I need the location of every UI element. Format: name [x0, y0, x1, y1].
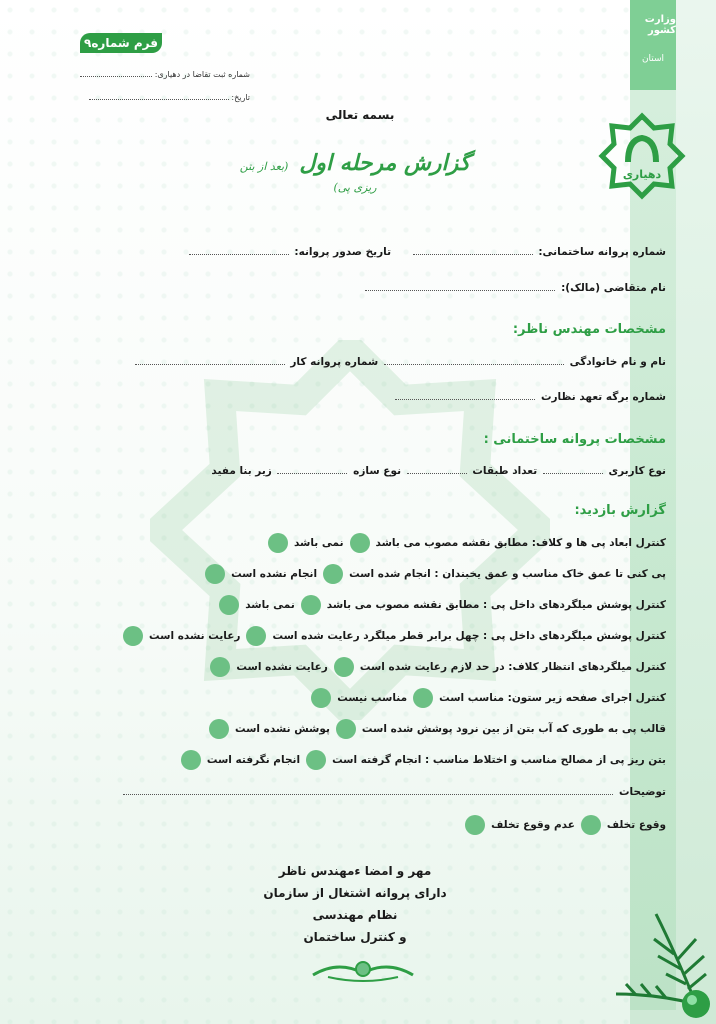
check-option-label: رعایت نشده است — [236, 661, 328, 673]
floors-field[interactable] — [407, 464, 467, 474]
applicant-field[interactable] — [365, 281, 555, 291]
applicant-row — [363, 281, 666, 294]
engineer-section-title: مشخصات مهندس ناظر: — [512, 322, 666, 337]
report-section-title: گزارش بازدید: — [574, 503, 666, 518]
registration-label: شماره ثبت تقاضا در دهیاری: — [154, 70, 250, 79]
permit-section-title: مشخصات پروانه ساختمانی : — [483, 432, 666, 447]
date-line — [80, 93, 250, 102]
check-no-circle[interactable] — [210, 657, 230, 677]
palm-leaf-decoration-icon — [596, 894, 716, 1024]
check-option-label: پوشش نشده است — [234, 723, 330, 735]
useful-area-label: زیر بنا مفید — [211, 465, 272, 477]
ministry-name: وزارت کشور — [644, 14, 676, 36]
check-text: کنترل اجرای صفحه زیر ستون: مناسب است — [439, 692, 666, 704]
province-label: استان — [641, 54, 665, 64]
violation-row — [459, 815, 666, 835]
check-option-label: نمی باشد — [293, 537, 344, 549]
dehyari-logo-icon — [598, 112, 686, 200]
form-number-badge: فرم شماره۹ — [80, 33, 162, 53]
building-permit-field[interactable] — [413, 245, 533, 255]
work-license-label: شماره پروانه کار — [290, 356, 379, 368]
check-yes-circle[interactable] — [334, 657, 354, 677]
registration-dotted-field[interactable] — [80, 76, 152, 77]
check-row — [262, 533, 666, 553]
check-text: قالب پی به طوری که آب بتن از بین نرود پوشش شده است — [361, 723, 666, 735]
check-yes-circle[interactable] — [323, 564, 343, 584]
check-row — [213, 595, 666, 615]
check-text: پی کنی تا عمق خاک مناسب و عمق یخبندان : انجام شده است — [349, 568, 666, 580]
check-yes-circle[interactable] — [246, 626, 266, 646]
title-subtitle: (بعد از بتن ریزی پی) — [239, 160, 377, 194]
check-yes-circle[interactable] — [350, 533, 370, 553]
check-option-label: رعایت نشده است — [149, 630, 241, 642]
check-text: کنترل پوشش میلگردهای داخل پی : چهل برابر قطر میلگرد رعایت شده است — [272, 630, 666, 642]
bottom-ornament-icon — [308, 955, 418, 985]
violation-circle[interactable] — [581, 815, 601, 835]
check-no-circle[interactable] — [311, 688, 331, 708]
check-row — [117, 626, 666, 646]
permit-date-field[interactable] — [189, 245, 289, 255]
check-no-circle[interactable] — [209, 719, 229, 739]
supervision-row — [393, 390, 666, 403]
floors-label: تعداد طبقات — [472, 465, 538, 477]
check-option-label: نمی باشد — [245, 599, 295, 611]
notes-row — [121, 785, 666, 798]
check-no-circle[interactable] — [219, 595, 239, 615]
check-option-label: انجام نشده است — [231, 568, 318, 580]
no-violation-circle[interactable] — [465, 815, 485, 835]
date-dotted-field[interactable] — [89, 99, 229, 100]
usage-type-label: نوع کاربری — [608, 465, 666, 477]
check-no-circle[interactable] — [181, 750, 201, 770]
check-yes-circle[interactable] — [301, 595, 321, 615]
bismillah-heading: بسمه تعالی — [325, 108, 395, 122]
building-permit-label: شماره پروانه ساختمانی: — [538, 246, 666, 258]
registration-number-line — [80, 70, 250, 79]
signature-block — [260, 860, 450, 948]
check-no-circle[interactable] — [123, 626, 143, 646]
check-text: بتن ریز پی از مصالح مناسب و اختلاط مناسب : انجام گرفته است — [332, 754, 666, 766]
check-yes-circle[interactable] — [413, 688, 433, 708]
notes-label: توضیحات — [618, 786, 666, 798]
signature-line-2: دارای پروانه اشتغال از سازمان نظام مهندسی — [263, 886, 447, 922]
logo-text: دهیاری — [622, 168, 662, 181]
title-main: گزارش مرحله اول — [299, 150, 471, 176]
check-option-label: انجام نگرفته است — [206, 754, 301, 766]
signature-line-1: مهر و امضا ءمهندس ناظر — [278, 864, 432, 878]
permit-date-label: تاریخ صدور پروانه: — [294, 246, 392, 258]
engineer-name-label: نام و نام خانوادگی — [569, 356, 666, 368]
supervision-sheet-label: شماره برگه تعهد نظارت — [540, 391, 666, 403]
check-no-circle[interactable] — [268, 533, 288, 553]
page-title — [230, 150, 480, 195]
permit-row — [187, 245, 666, 258]
check-text: کنترل پوشش میلگردهای داخل پی : مطابق نقشه مصوب می باشد — [326, 599, 666, 611]
ministry-ribbon — [630, 0, 676, 90]
engineer-name-field[interactable] — [384, 355, 564, 365]
date-label: تاریخ: — [231, 93, 250, 102]
usage-type-field[interactable] — [543, 464, 603, 474]
check-yes-circle[interactable] — [336, 719, 356, 739]
engineer-name-row — [133, 355, 666, 368]
violation-label: وقوع تخلف — [606, 819, 666, 831]
check-row — [199, 564, 666, 584]
no-violation-label: عدم وقوع تخلف — [491, 819, 575, 831]
permit-details-row — [211, 464, 666, 477]
structure-type-field[interactable] — [277, 464, 347, 474]
check-option-label: مناسب نیست — [337, 692, 408, 704]
notes-field[interactable] — [123, 785, 613, 795]
structure-type-label: نوع سازه — [353, 465, 402, 477]
supervision-sheet-field[interactable] — [395, 390, 535, 400]
check-row — [203, 719, 666, 739]
applicant-label: نام متقاضی (مالک): — [561, 282, 666, 294]
check-text: کنترل ابعاد پی ها و کلاف: مطابق نقشه مصوب می باشد — [375, 537, 666, 549]
check-yes-circle[interactable] — [306, 750, 326, 770]
check-row — [175, 750, 666, 770]
check-row — [305, 688, 666, 708]
work-license-field[interactable] — [135, 355, 285, 365]
signature-line-3: و کنترل ساختمان — [303, 930, 407, 944]
check-text: کنترل میلگردهای انتظار کلاف: در حد لازم رعایت شده است — [359, 661, 666, 673]
check-no-circle[interactable] — [205, 564, 225, 584]
check-row — [204, 657, 666, 677]
